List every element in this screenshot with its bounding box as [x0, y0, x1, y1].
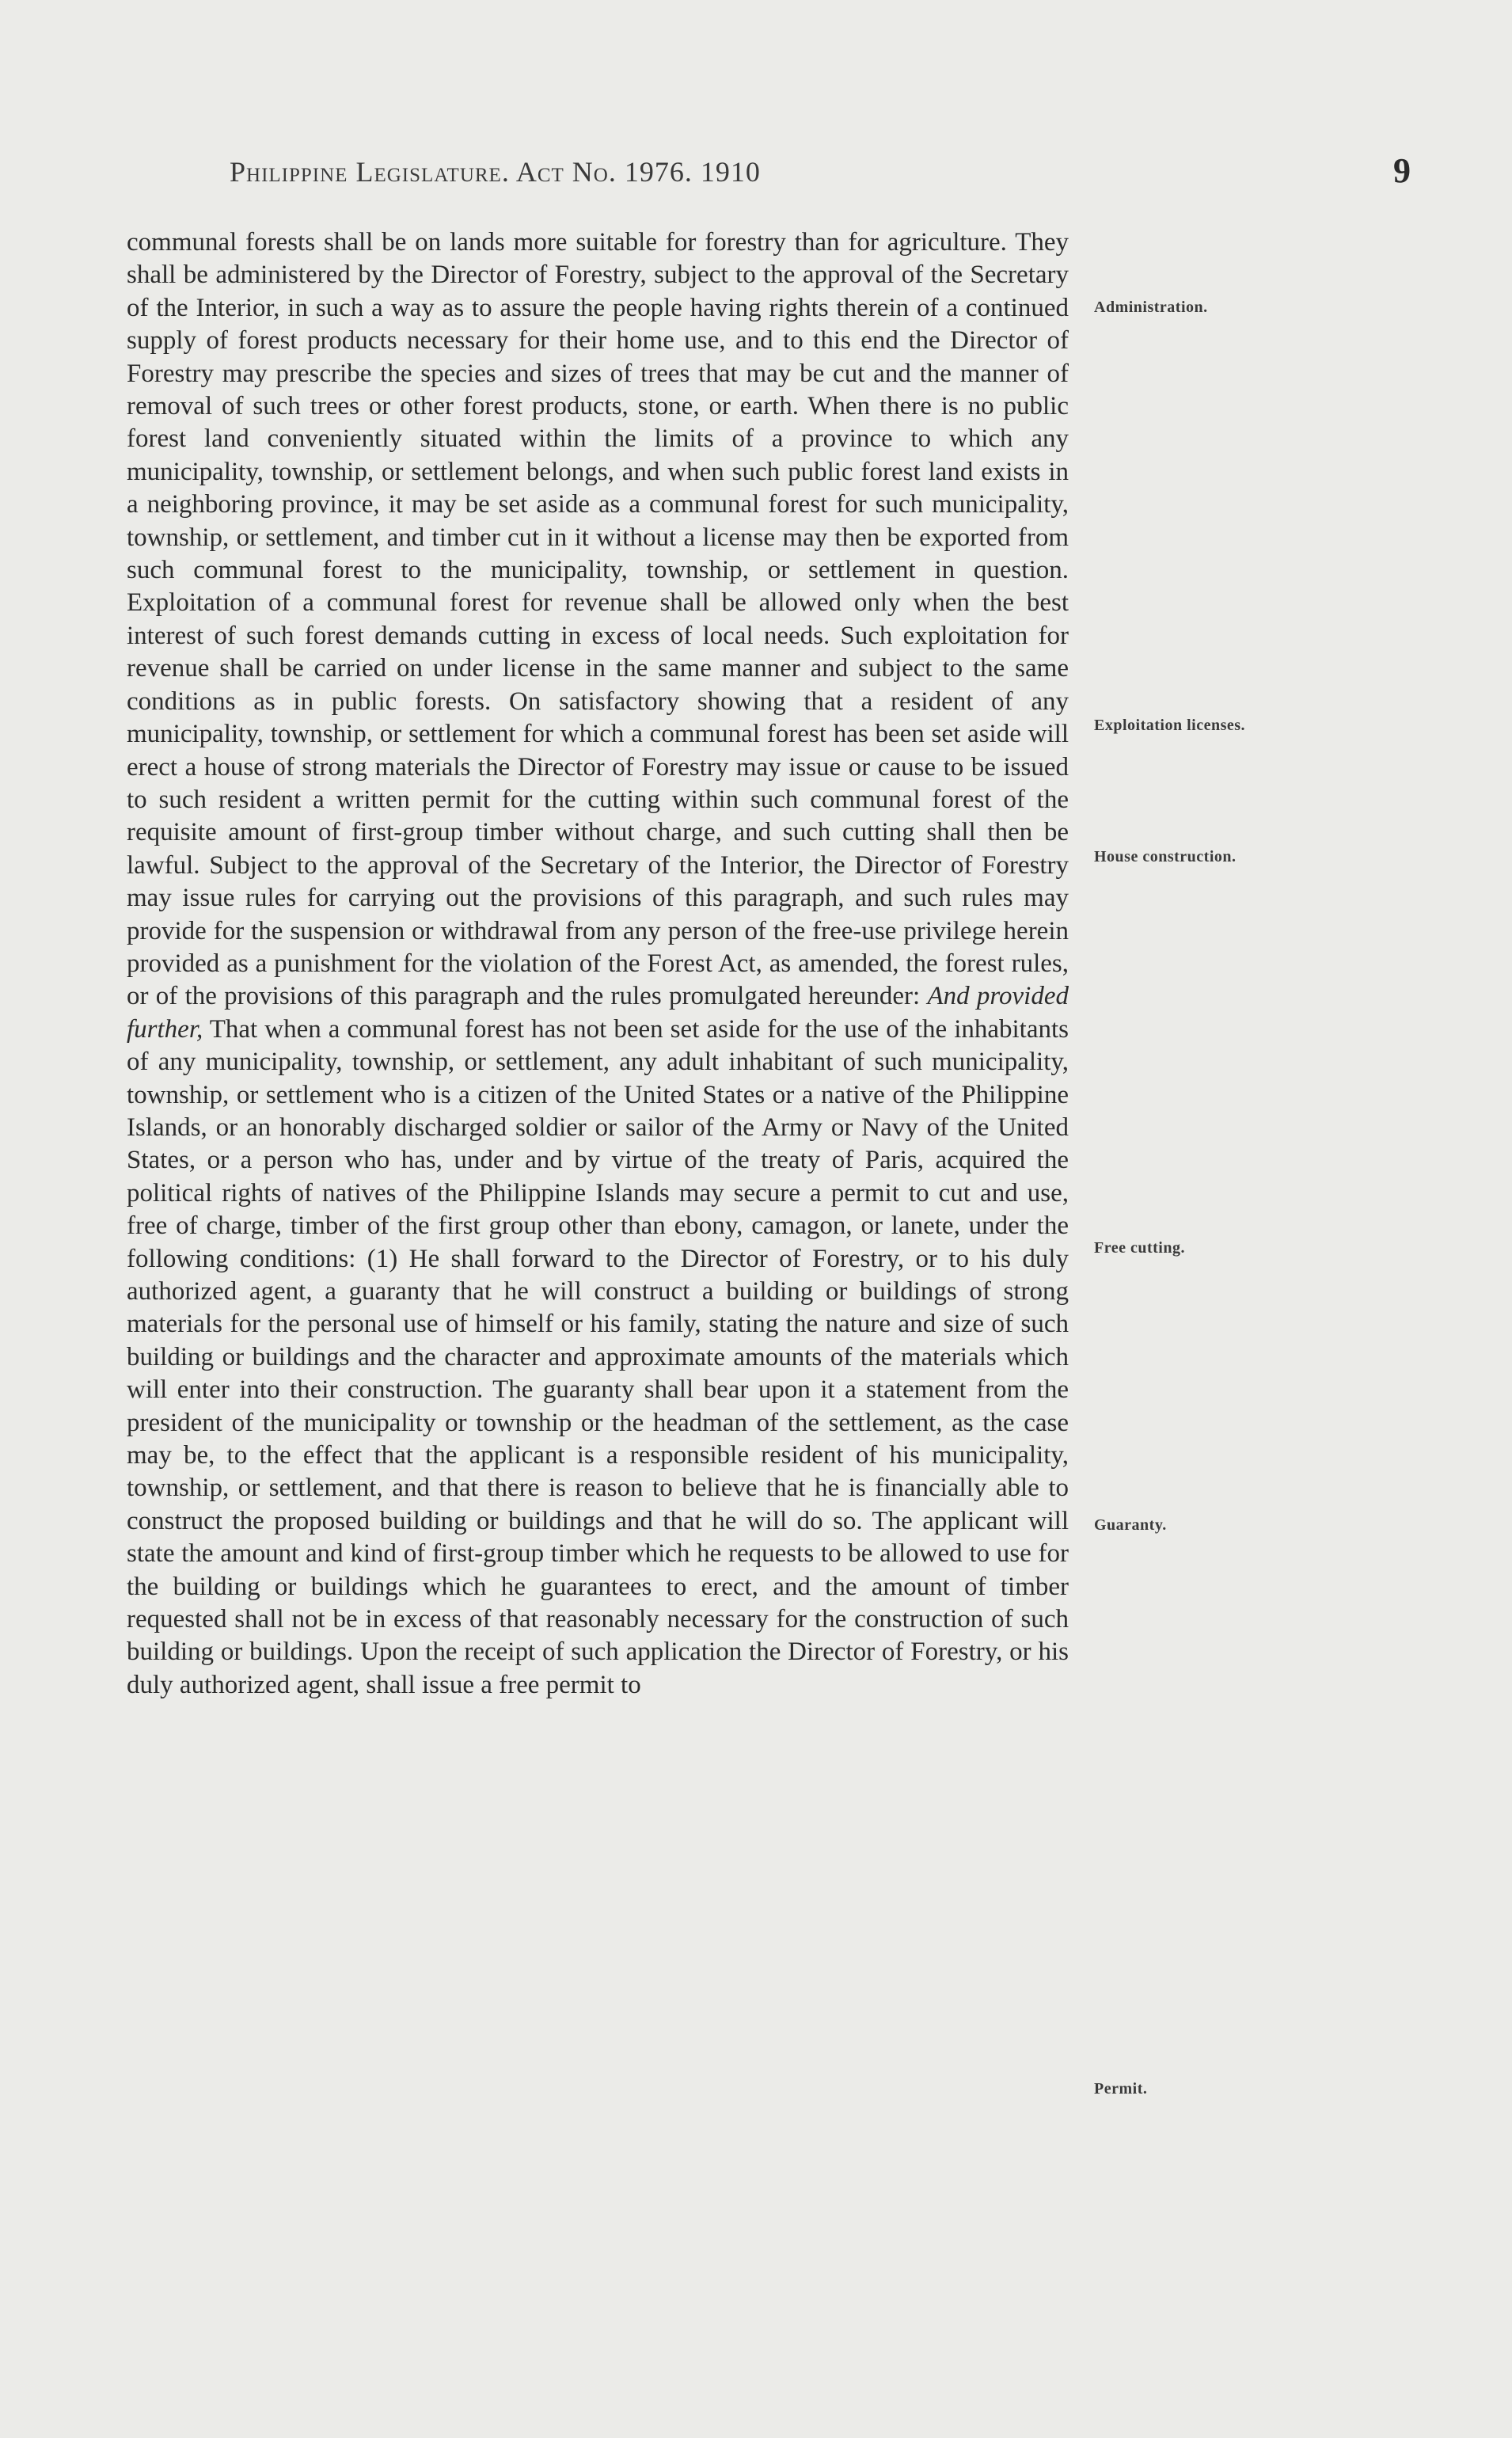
- page-header: [0, 151, 1512, 203]
- body-text-part-2: That when a communal forest has not been set aside for the use of the inhabitants of any municipality, township, or settlement, any adult inhabitant of such municipality, township, or settlement who is a citizen of the United States or a native of the Philippine Islands, or an honorably discharged soldier or sailor of the Army or Navy of the United States, or a person who has, under and by virtue of the treaty of Paris, acquired the political rights of natives of the Philippine Islands may secure a permit to cut and use, free of charge, timber of the first group other than ebony, camagon, or lanete, under the following conditions: (1) He shall forward to the Director of Forestry, or to his duly authorized agent, a guaranty that he will construct a building or buildings of strong materials for the personal use of himself or his family, stating the nature and size of such building or buildings and the character and approximate amounts of the materials which will enter into their construction. The guaranty shall bear upon it a statement from the president of the municipality or township or the headman of the settlement, as the case may be, to the effect that the applicant is a responsible resident of his municipality, township, or settlement, and that there is reason to believe that he is financially able to construct the proposed building or buildings and that he will do so. The applicant will state the amount and kind of first-group timber which he requests to be allowed to use for the building or buildings which he guarantees to erect, and the amount of timber requested shall not be in excess of that reasonably necessary for the construction of such building or buildings. Upon the receipt of such application the Director of Forestry, or his duly authorized agent, shall issue a free permit to: [127, 1014, 1069, 1699]
- margin-note-exploitation-licenses: Exploitation licenses.: [1094, 717, 1246, 734]
- page-number: 9: [1393, 151, 1411, 190]
- margin-note-guaranty: Guaranty.: [1094, 1516, 1167, 1534]
- margin-note-permit: Permit.: [1094, 2080, 1148, 2098]
- margin-note-free-cutting: Free cutting.: [1094, 1239, 1185, 1257]
- body-paragraph: [127, 226, 1069, 1702]
- running-head: Philippine Legislature. Act No. 1976. 1910: [230, 156, 761, 188]
- margin-note-administration: Administration.: [1094, 299, 1208, 316]
- body-text-part-1: communal forests shall be on lands more suitable for forestry than for agriculture. They shall be administered by the Director of Forestry, subject to the approval of the Secretary of the Interior, in such a way as to assure the people having rights therein of a continued supply of forest products necessary for their home use, and to this end the Director of Forestry may prescribe the species and sizes of trees that may be cut and the manner of removal of such trees or other forest products, stone, or earth. When there is no public forest land conveniently situated within the limits of a province to which any municipality, township, or settlement belongs, and when such public forest land exists in a neighboring province, it may be set aside as a communal forest for such municipality, township, or settlement, and timber cut in it without a license may then be exported from such communal forest to the municipality, township, or settlement in question. Exploitation of a communal forest for revenue shall be allowed only when the best interest of such forest demands cutting in excess of local needs. Such exploitation for revenue shall be carried on under license in the same manner and subject to the same conditions as in public forests. On satisfactory showing that a resident of any municipality, township, or settlement for which a communal forest has been set aside will erect a house of strong materials the Director of Forestry may issue or cause to be issued to such resident a written permit for the cutting within such communal forest of the requisite amount of first-group timber without charge, and such cutting shall then be lawful. Subject to the approval of the Secretary of the Interior, the Director of Forestry may issue rules for carrying out the provisions of this paragraph, and such rules may provide for the suspension or withdrawal from any person of the free-use privilege herein provided as a punishment for the violation of the Forest Act, as amended, the forest rules, or of the provisions of this paragraph and the rules promulgated hereunder:: [127, 228, 1069, 1011]
- italic-proviso: And provided further,: [127, 982, 1069, 1044]
- margin-note-house-construction: House construction.: [1094, 848, 1237, 865]
